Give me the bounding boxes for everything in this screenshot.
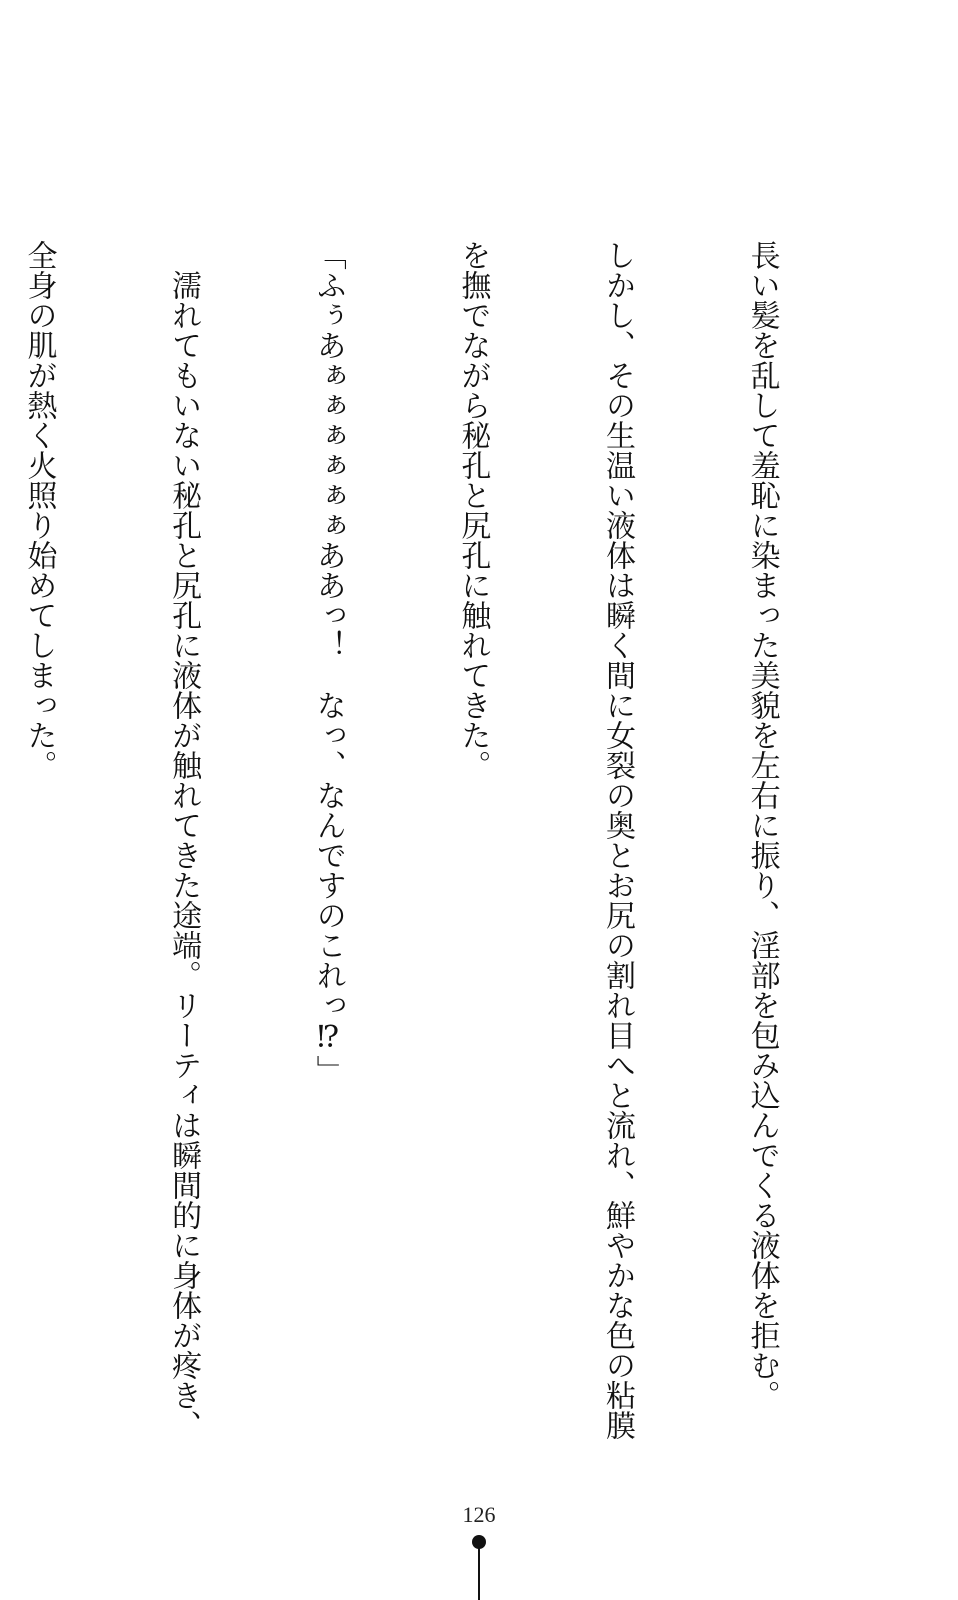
text-line-3: を撫でながら秘孔と尻孔に触れてきた。 [455,240,491,780]
text-line-1: 長い髪を乱して羞恥に染まった美貌を左右に振り、淫部を包み込んでくる液体を拒む。 [744,240,780,1410]
folio-line-ornament [478,1542,480,1600]
text-line-5: 濡れてもいない秘孔と尻孔に液体が触れてきた途端。リーティは瞬間的に身体が疼き、 [166,240,202,1440]
body-text [21,240,882,1440]
text-line-2: しかし、その生温い液体は瞬く間に女裂の奥とお尻の割れ目へと流れ、鮮やかな色の粘膜 [599,240,635,1440]
text-line-6: 全身の肌が熱く火照り始めてしまった。 [21,240,57,780]
page-number: 126 [462,1502,496,1527]
text-line-4: 「ふぅあぁぁぁぁぁぁああっ！ なっ、なんですのこれっ⁉」 [310,240,346,1085]
